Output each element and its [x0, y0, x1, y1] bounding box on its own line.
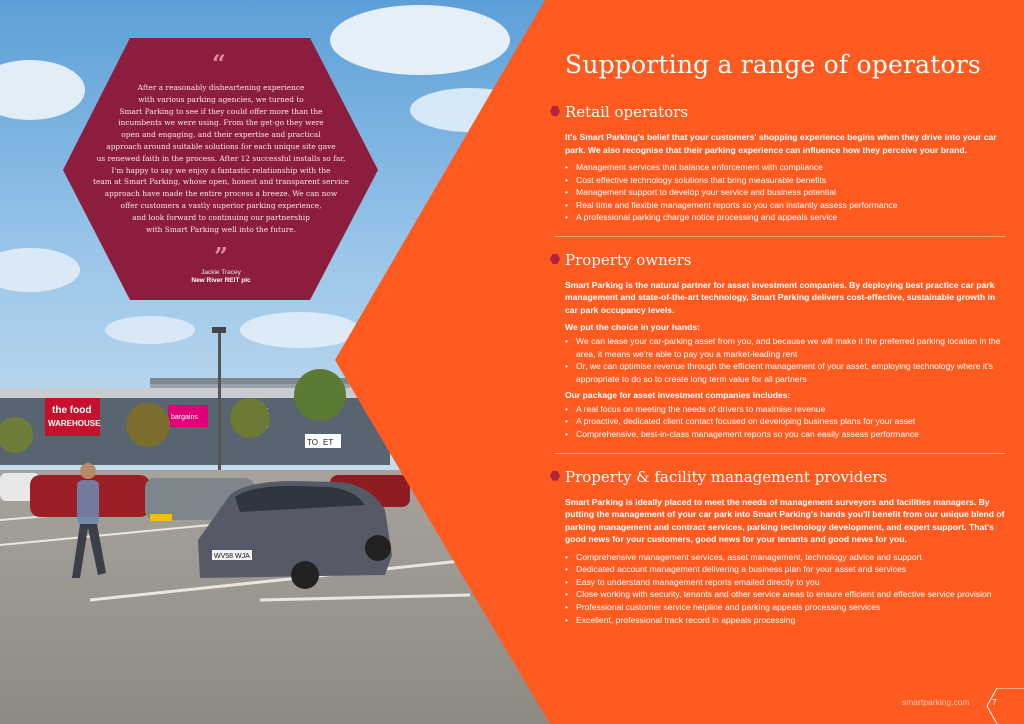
section-property-facility-management — [565, 468, 1005, 627]
testimonial-line: offer customers a vastly superior parking experience, — [120, 200, 322, 210]
store-sign-bargains: bargains — [171, 414, 198, 421]
list-item: • Management services that balance enforcement with compliance — [565, 161, 1005, 174]
section-divider — [555, 236, 1005, 237]
store-sign-et: ET — [323, 438, 334, 447]
page-number-badge — [985, 688, 1024, 724]
open-quote-mark: “ — [212, 49, 226, 78]
testimonial-line: and look forward to continuing our partnership — [132, 212, 310, 222]
section-title: Retail operators — [565, 103, 689, 121]
list-item: • Professional customer service helpline and parking appeals processing services — [565, 601, 1005, 614]
list-item: • Close working with security, tenants and other service areas to ensure efficient and effective service provision — [565, 588, 1005, 601]
section-retail-operators — [565, 103, 1005, 224]
testimonial-line: team at Smart Parking, whose open, honest and transparent service — [93, 177, 349, 187]
testimonial-line: approach around suitable solutions for each unique site gave — [106, 141, 336, 151]
testimonial-line: I'm happy to say we enjoy a fantastic relationship with the — [111, 165, 331, 175]
testimonial-line: Smart Parking to see if they could offer more than the — [119, 106, 323, 116]
section-property-owners — [565, 251, 1005, 441]
bullet-list — [565, 403, 1005, 441]
store-sign-line1: the food — [52, 405, 92, 416]
close-quote-mark: ” — [214, 242, 228, 272]
list-item: • Comprehensive management services, asset management, technology advice and support — [565, 551, 1005, 564]
testimonial — [86, 49, 356, 285]
testimonial-line: open and engaging, and their expertise and practical — [121, 130, 321, 140]
list-item: • Comprehensive, best-in-class management reports so you can easily assess performance — [565, 428, 1005, 441]
store-sign-to: TO — [307, 438, 318, 447]
list-item: • A real focus on meeting the needs of drivers to maximise revenue — [565, 403, 1005, 416]
section-title: Property owners — [565, 250, 692, 269]
section-intro: It's Smart Parking's belief that your customers' shopping experience begins when they drive into your car park. We also recognise that their parking experience can influence how they perceive your brand. — [565, 132, 997, 155]
front-car-plate: WV58 WJA — [214, 553, 250, 560]
section-divider — [555, 453, 1005, 454]
testimonial-line: After a reasonably disheartening experience — [137, 83, 305, 92]
list-item: • Management support to develop your service and business potential — [565, 186, 1005, 199]
list-item: • Or, we can optimise revenue through the efficient management of your asset, employing technology where it's appropriate to do so to create long term value for all partners — [565, 360, 1005, 385]
store-sign-line2: WAREHOUSE — [48, 419, 101, 428]
list-item: • A proactive, dedicated client contact focused on developing business plans for your asset — [565, 415, 1005, 428]
testimonial-author-name: Jackie Tracey — [201, 269, 241, 277]
testimonial-author-company: New River REIT plc — [191, 277, 251, 285]
list-item: • Dedicated account management delivering a business plan for your asset and services — [565, 563, 1005, 576]
section-intro: Smart Parking is the natural partner for asset investment companies. By deploying best practice car park management and state-of-the-art technology, Smart Parking delivers cost-effective, sustainable growth in car park occupancy levels. — [565, 279, 996, 315]
footer-website: smartparking.com — [902, 697, 970, 707]
subheading: We put the choice in your hands: — [565, 322, 700, 333]
list-item: • Cost effective technology solutions that bring measurable benefits — [565, 174, 1005, 187]
list-item: • We can lease your car-parking asset from you, and because we will make it the preferred parking location in the area, it means we're able to pay you a market-leading rent — [565, 335, 1005, 360]
testimonial-line: incumbents we were using. From the get-go they were — [118, 118, 324, 128]
testimonial-line: with various parking agencies, we turned to — [138, 94, 304, 104]
subheading: Our package for asset investment companies includes: — [565, 390, 791, 401]
list-item: • Easy to understand management reports emailed directly to you — [565, 576, 1005, 589]
testimonial-line: with Smart Parking well into the future. — [146, 224, 296, 234]
testimonial-line: us renewed faith in the process. After 12 successful installs so far, — [96, 153, 346, 163]
list-item: • Real time and flexible management reports so you can instantly assess performance — [565, 199, 1005, 212]
operators-panel — [565, 50, 1005, 626]
list-item: • Excellent, professional track record in appeals processing — [565, 614, 1005, 627]
page-number: 7 — [992, 697, 997, 707]
page-title: Supporting a range of operators — [565, 50, 981, 79]
bullet-list — [565, 335, 1005, 385]
bullet-list — [565, 551, 1005, 627]
bullet-list — [565, 161, 1005, 224]
testimonial-line: approach have made the entire process a breeze. We can now — [104, 189, 338, 199]
section-title: Property & facility management providers — [565, 467, 888, 486]
section-intro: Smart Parking is ideally placed to meet the needs of management surveyors and facilities managers. By putting the management of your car park into Smart Parking's hands you'll benefit from our unique blend of parking management and contract services, parking technology development, and expert support. That's good news for your customers, good news for your tenants and good news for you. — [565, 496, 1005, 545]
testimonial-text — [86, 82, 356, 235]
list-item: • A professional parking charge notice processing and appeals service — [565, 211, 1005, 224]
